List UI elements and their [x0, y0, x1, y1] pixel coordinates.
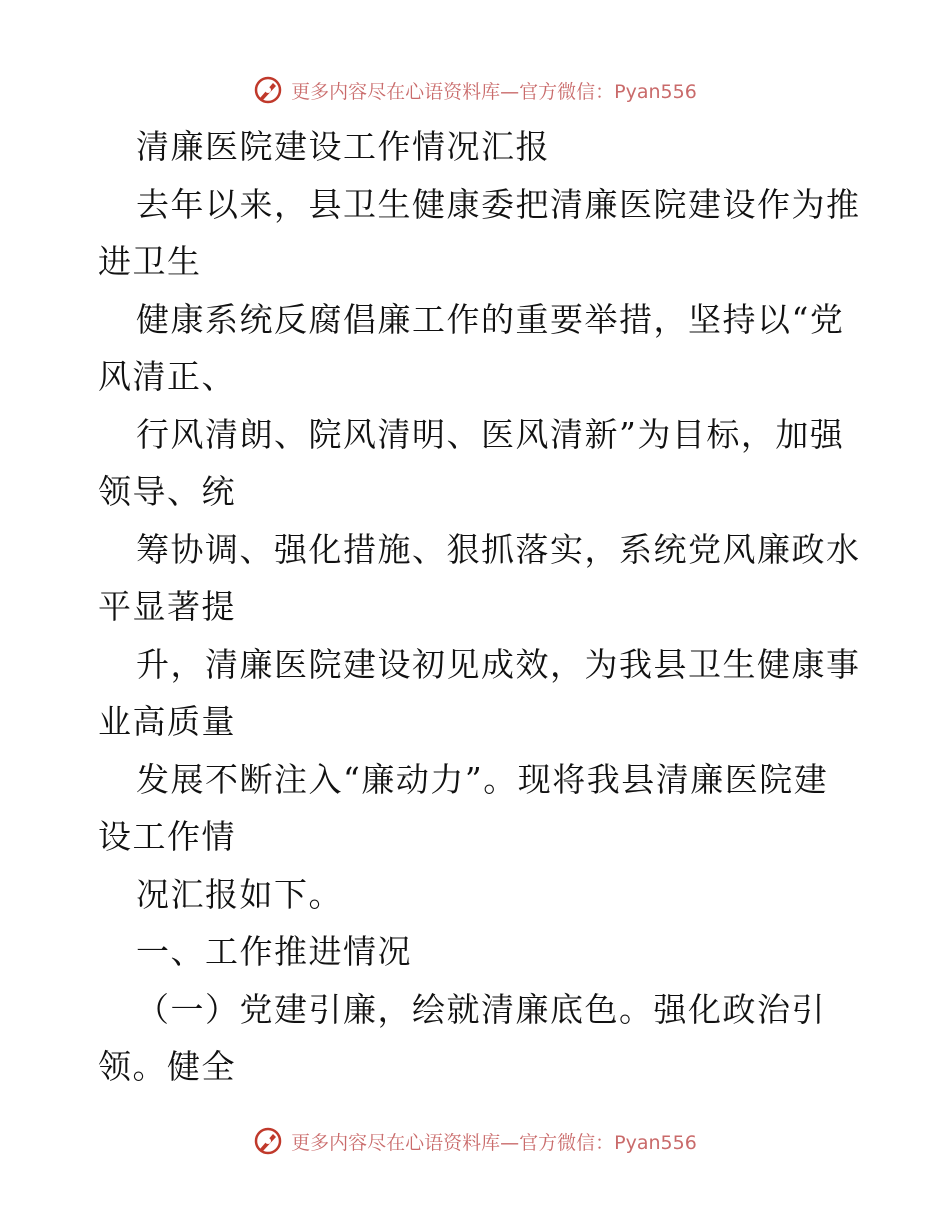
paragraph-line: 行风清朗、院风清明、医风清新”为目标，加强 — [136, 414, 845, 454]
watermark-header — [0, 72, 950, 108]
paragraph-line: 进卫生 — [98, 242, 202, 281]
paragraph-line: 领。健全 — [98, 1047, 236, 1086]
paragraph-line: 筹协调、强化措施、狠抓落实，系统党风廉政水 — [136, 529, 861, 569]
document-title: 清廉医院建设工作情况汇报 — [136, 127, 550, 166]
paragraph-line: 设工作情 — [98, 817, 236, 856]
paragraph-line: 领导、统 — [98, 472, 236, 511]
paragraph-line: 况汇报如下。 — [136, 874, 343, 914]
watermark-footer — [0, 1123, 950, 1159]
section-heading: 一、工作推进情况 — [136, 932, 412, 971]
watermark-text: 更多内容尽在心语资料库—官方微信：Pyan556 — [291, 80, 697, 103]
paragraph-line: 发展不断注入“廉动力”。现将我县清廉医院建 — [136, 759, 829, 799]
document-body — [98, 118, 861, 1096]
paragraph-line: 去年以来，县卫生健康委把清廉医院建设作为推 — [136, 184, 861, 224]
watermark-text: 更多内容尽在心语资料库—官方微信：Pyan556 — [291, 1131, 697, 1154]
paragraph-line: 健康系统反腐倡廉工作的重要举措，坚持以“党 — [136, 299, 845, 339]
pen-logo-icon — [253, 75, 283, 105]
paragraph-line: 升，清廉医院建设初见成效，为我县卫生健康事 — [136, 644, 861, 684]
paragraph-line: 风清正、 — [98, 357, 236, 396]
subsection-heading: （一）党建引廉，绘就清廉底色。强化政治引 — [136, 989, 826, 1029]
pen-logo-icon — [253, 1126, 283, 1156]
paragraph-line: 业高质量 — [98, 702, 236, 741]
paragraph-line: 平显著提 — [98, 587, 236, 626]
